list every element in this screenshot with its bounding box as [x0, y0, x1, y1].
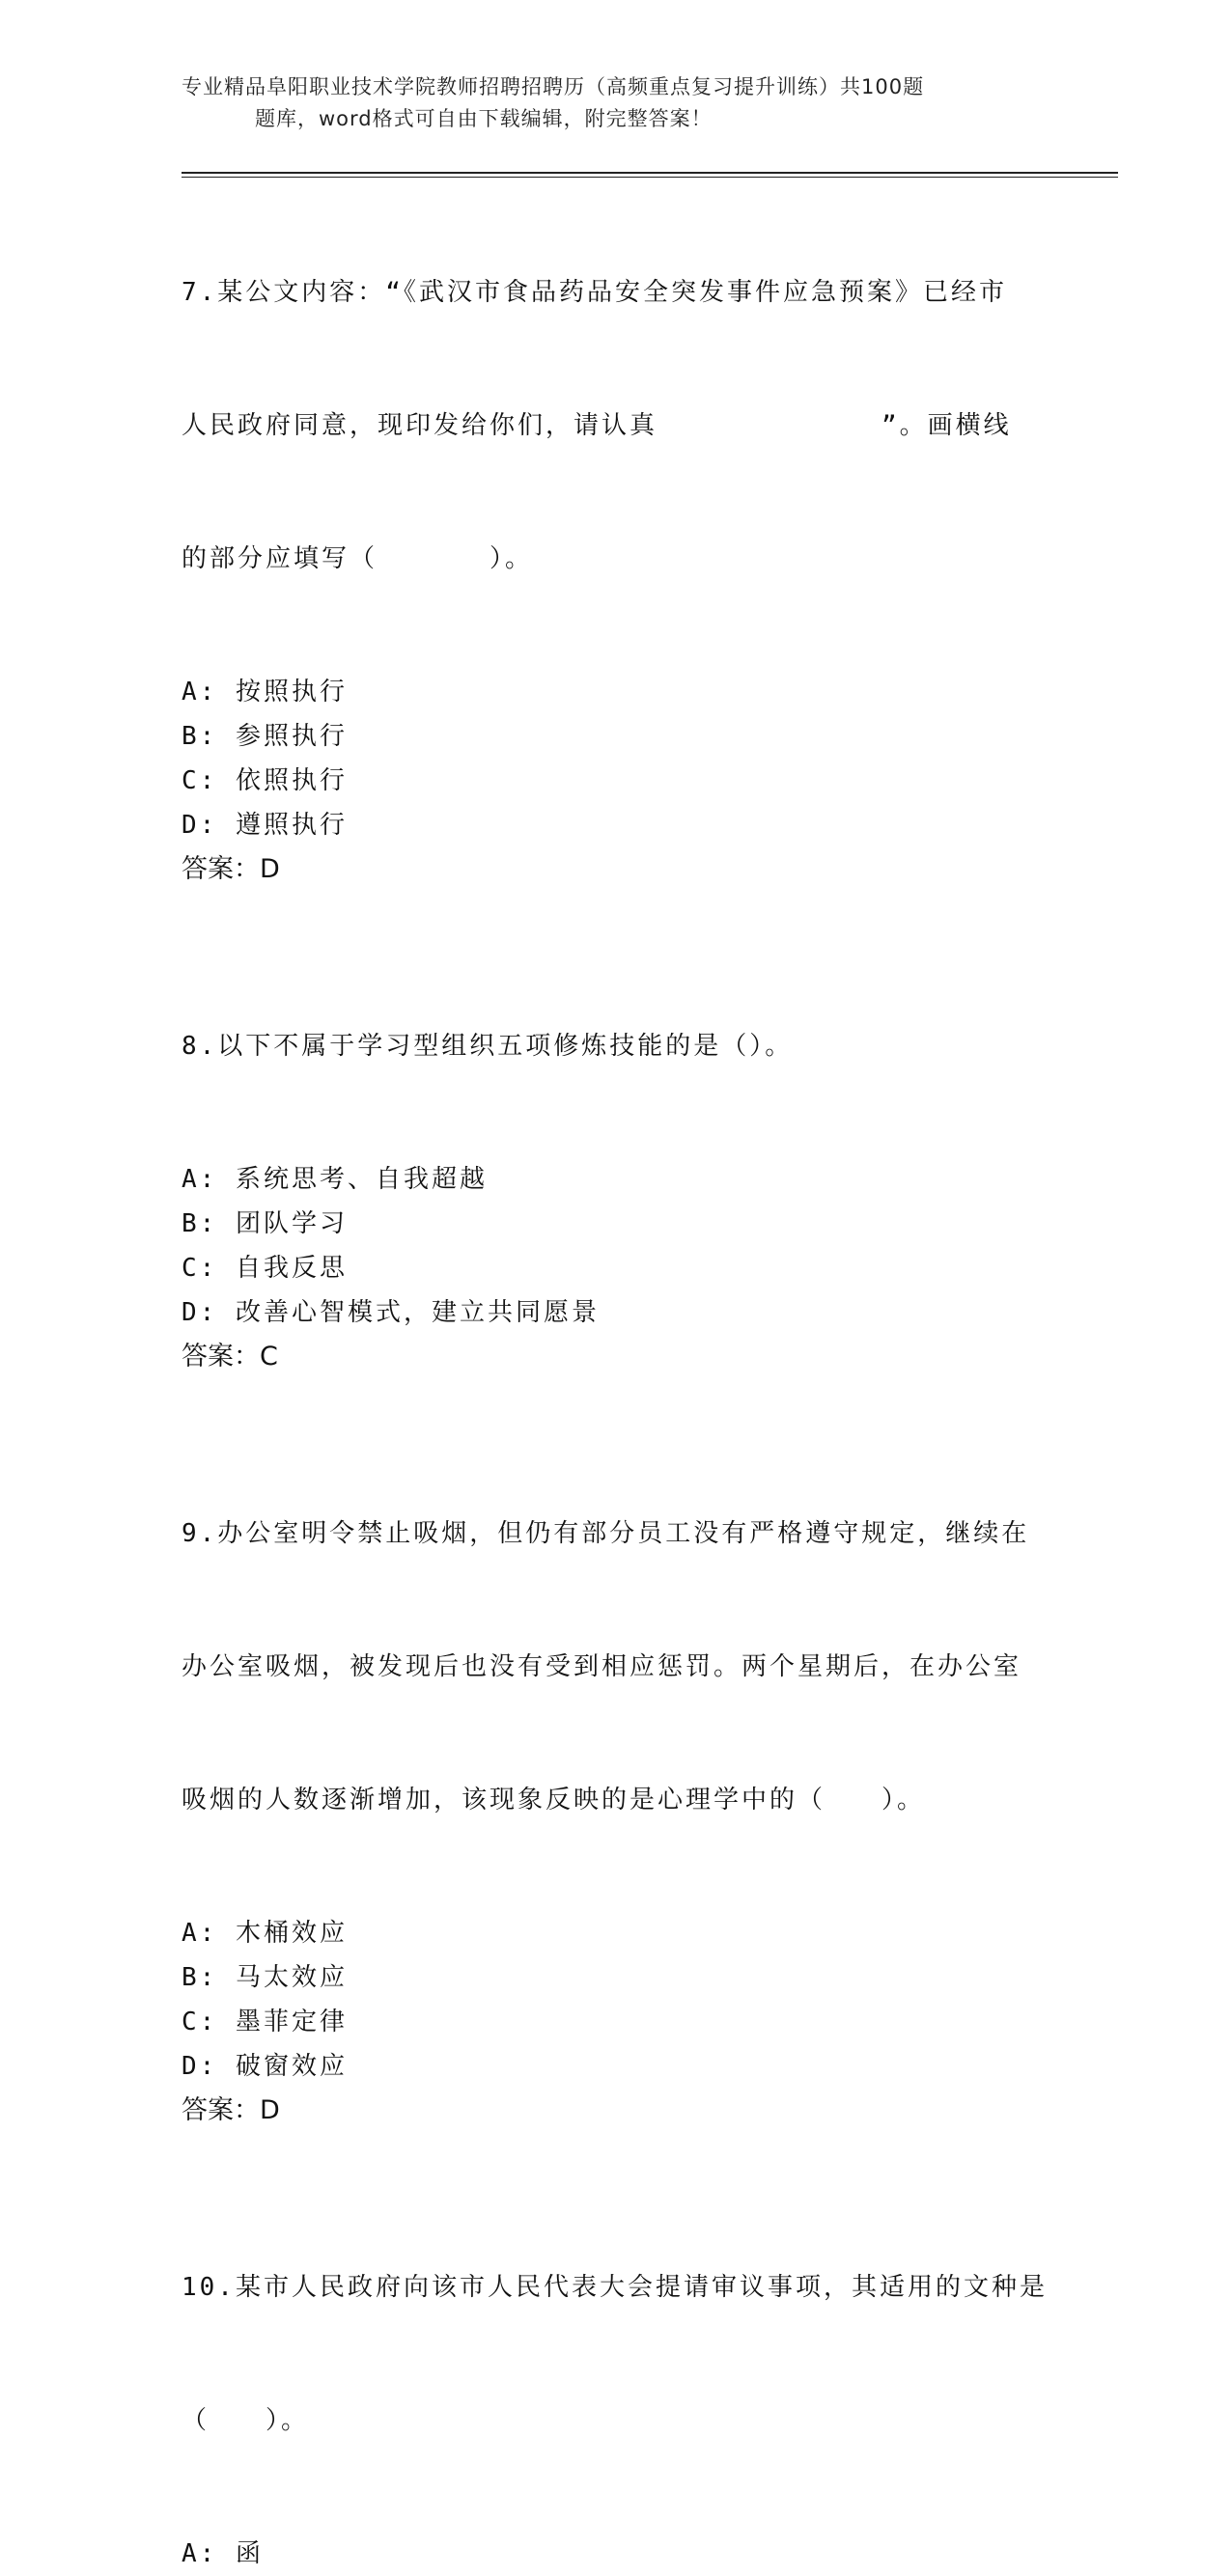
- option-b: B: 参照执行: [182, 722, 348, 751]
- question-text: [182, 181, 1050, 670]
- option-a: A: 按照执行: [182, 678, 348, 706]
- question-line: 办公室吸烟，被发现后也没有受到相应惩罚。两个星期后，在办公室: [182, 1652, 1022, 1681]
- option-c: C: 依照执行: [182, 766, 348, 795]
- answer: 答案：D: [182, 2095, 280, 2125]
- question-text: [182, 1423, 1050, 1911]
- question-list: [182, 181, 1050, 2576]
- option-c: C: 墨菲定律: [182, 2008, 348, 2036]
- question-line: 9.办公室明令禁止吸烟，但仍有部分员工没有严格遵守规定，继续在: [182, 1519, 1030, 1548]
- header-line-2: 题库，word格式可自由下载编辑，附完整答案！: [255, 107, 713, 130]
- option-b: B: 马太效应: [182, 1963, 348, 1992]
- question-line: 8.以下不属于学习型组织五项修炼技能的是（）。: [182, 1032, 794, 1061]
- question-8: [182, 935, 1050, 1379]
- header-rule-thin: [182, 177, 1118, 178]
- spacer: [182, 892, 1050, 935]
- question-line: 的部分应填写（ ）。: [182, 544, 534, 573]
- option-d: D: 遵照执行: [182, 811, 348, 840]
- option-a: A: 系统思考、自我超越: [182, 1165, 488, 1194]
- spacer: [182, 1379, 1050, 1423]
- document-header: [182, 71, 1031, 135]
- question-line: 吸烟的人数逐渐增加，该现象反映的是心理学中的（ ）。: [182, 1786, 926, 1814]
- question-text: [182, 935, 1050, 1157]
- option-a: A: 木桶效应: [182, 1919, 348, 1948]
- option-a: A: 函: [182, 2539, 264, 2568]
- header-line-1: 专业精品阜阳职业技术学院教师招聘招聘历（高频重点复习提升训练）共100题: [182, 75, 925, 98]
- question-9: [182, 1423, 1050, 2133]
- question-10: [182, 2176, 1050, 2576]
- option-d: D: 破窗效应: [182, 2052, 348, 2081]
- header-rule: [182, 172, 1118, 174]
- question-line: 10.某市人民政府向该市人民代表大会提请审议事项，其适用的文种是: [182, 2273, 1048, 2302]
- question-line: 人民政府同意，现印发给你们，请认真 ”。画横线: [182, 411, 1012, 440]
- option-d: D: 改善心智模式，建立共同愿景: [182, 1298, 600, 1327]
- question-text: [182, 2176, 1050, 2532]
- answer: 答案：D: [182, 854, 280, 884]
- answer: 答案：C: [182, 1342, 278, 1371]
- spacer: [182, 2133, 1050, 2176]
- question-7: [182, 181, 1050, 892]
- question-line: （ ）。: [182, 2406, 310, 2435]
- option-c: C: 自我反思: [182, 1254, 348, 1283]
- option-b: B: 团队学习: [182, 1209, 348, 1238]
- question-line: 7.某公文内容：“《武汉市食品药品安全突发事件应急预案》已经市: [182, 278, 1007, 307]
